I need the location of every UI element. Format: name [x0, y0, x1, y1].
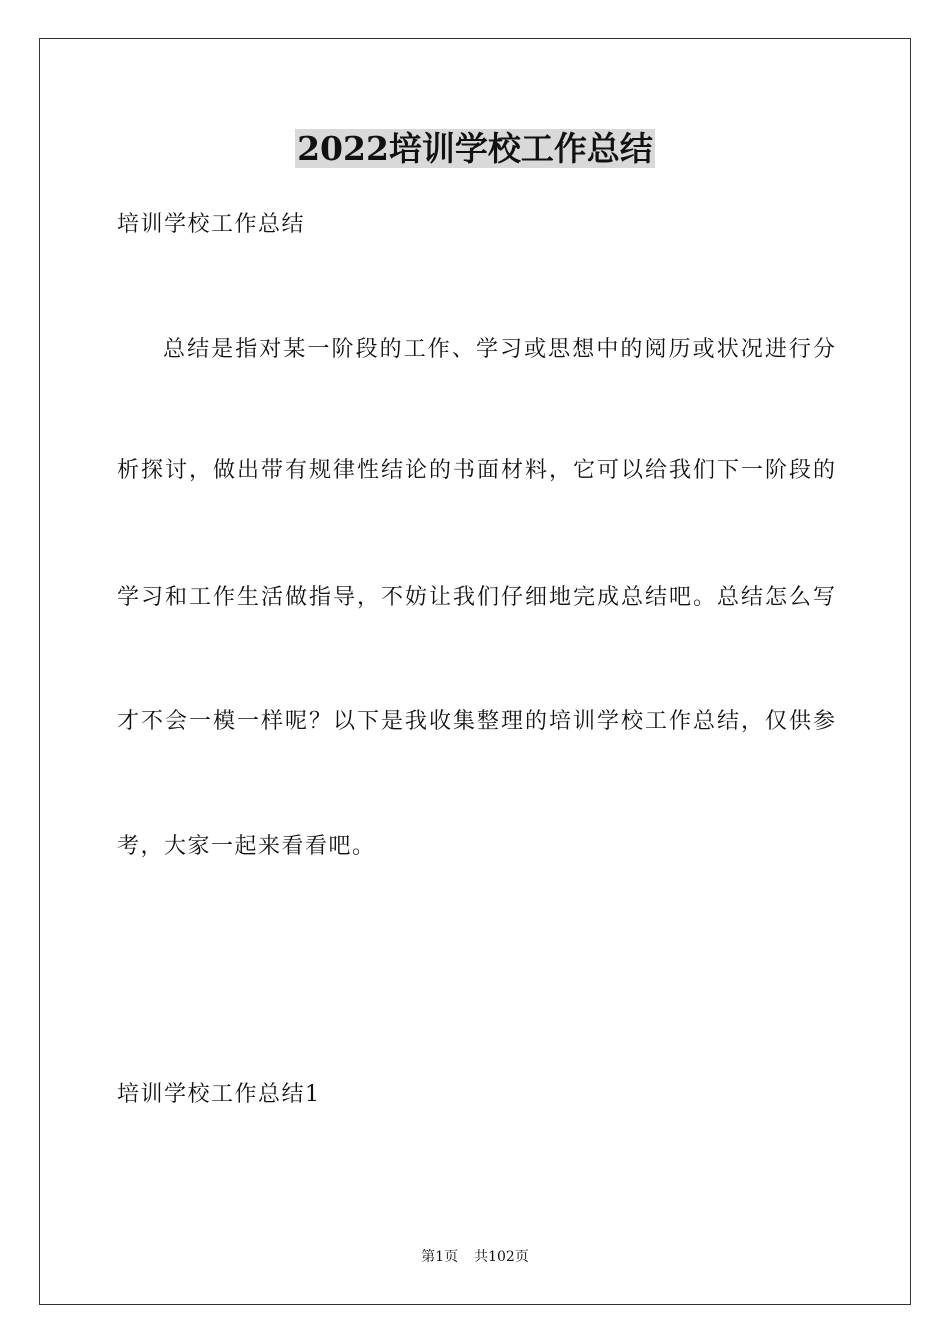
intro-line-3: 学习和工作生活做指导，不妨让我们仔细地完成总结吧。总结怎么写 — [117, 585, 835, 610]
page-number: 第1页 — [421, 1249, 459, 1265]
document-title — [0, 128, 950, 170]
page-total: 共102页 — [474, 1249, 529, 1265]
page-footer — [0, 1247, 950, 1267]
document-subtitle: 培训学校工作总结 — [117, 212, 306, 237]
intro-line-4: 才不会一模一样呢？以下是我收集整理的培训学校工作总结，仅供参 — [117, 709, 835, 734]
section-heading: 培训学校工作总结1 — [117, 1082, 321, 1107]
intro-line-2: 析探讨，做出带有规律性结论的书面材料，它可以给我们下一阶段的 — [117, 458, 835, 483]
intro-line-1: 总结是指对某一阶段的工作、学习或思想中的阅历或状况进行分 — [163, 337, 835, 362]
intro-line-5: 考，大家一起来看看吧。 — [117, 834, 376, 859]
document-title-text: 2022培训学校工作总结 — [297, 129, 653, 168]
